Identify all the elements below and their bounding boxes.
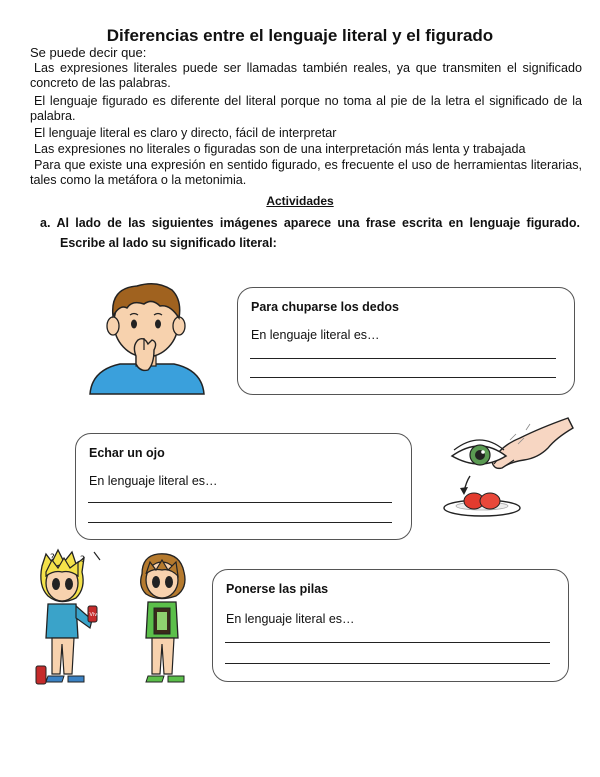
card-phrase: Ponerse las pilas [226, 582, 329, 596]
task-line-1: Al lado de las siguientes imágenes aparece una frase escrita en lenguaje figurado. [56, 216, 580, 230]
card-para-chuparse-los-dedos [237, 287, 575, 395]
bullet-item: El lenguaje figurado es diferente del literal porque no toma al pie de la letra el significado de la palabra. [30, 94, 582, 124]
bullet-item: Para que existe una expresión en sentido figurado, es frecuente el uso de herramientas literarias, tales como la metáfora o la metonimia. [30, 158, 582, 188]
card-ponerse-las-pilas [212, 569, 569, 682]
intro-text: Se puede decir que: [30, 45, 147, 60]
task-line-2: Escribe al lado su significado literal: [60, 236, 277, 250]
answer-line[interactable] [250, 377, 556, 378]
activities-heading: Actividades [266, 194, 334, 208]
answer-line[interactable] [88, 502, 392, 503]
task-instruction [40, 213, 580, 253]
task-marker: a. [40, 216, 51, 230]
bullet-item: Las expresiones no literales o figuradas son de una interpretación más lenta y trabajada [34, 142, 526, 156]
answer-line[interactable] [250, 358, 556, 359]
answer-line[interactable] [88, 522, 392, 523]
card-echar-un-ojo [75, 433, 412, 540]
answer-line[interactable] [225, 663, 550, 664]
energy-can-label: Vivo [89, 612, 101, 618]
card-phrase: Para chuparse los dedos [251, 300, 399, 314]
svg-text:?: ? [50, 553, 55, 563]
bullet-item: Las expresiones literales puede ser llamadas también reales, ya que transmiten el significado concreto de las palabras. [30, 61, 582, 91]
card-phrase: Echar un ojo [89, 446, 165, 460]
bullet-item: El lenguaje literal es claro y directo, fácil de interpretar [34, 126, 337, 140]
page-title: Diferencias entre el lenguaje literal y el figurado [106, 26, 494, 45]
hand-throwing-eye-illustration [440, 400, 575, 525]
card-prompt: En lenguaje literal es… [226, 612, 355, 626]
boy-licking-fingers-illustration [82, 278, 212, 396]
svg-text:?: ? [80, 555, 85, 565]
boys-with-energy-drink-illustration [30, 548, 205, 693]
answer-line[interactable] [225, 642, 550, 643]
card-prompt: En lenguaje literal es… [251, 328, 380, 342]
card-prompt: En lenguaje literal es… [89, 474, 218, 488]
